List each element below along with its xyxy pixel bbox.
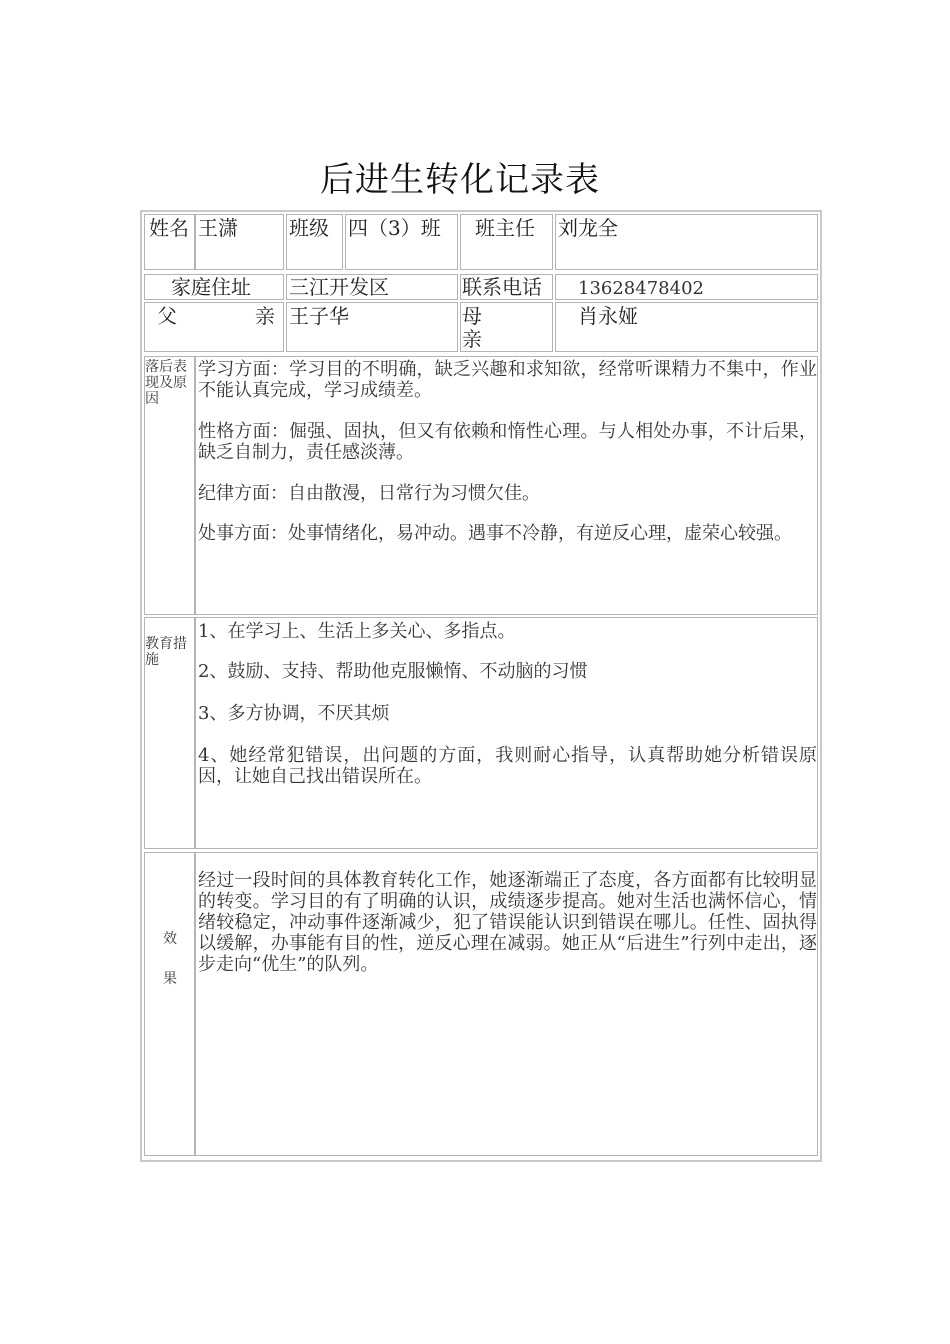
father-label-part2: 亲 — [255, 304, 275, 328]
phone-number: 13628478402 — [578, 278, 704, 299]
name-value-cell — [195, 214, 284, 270]
page-title: 后进生转化记录表 — [320, 160, 600, 200]
mother-label-part1: 母 — [462, 304, 482, 328]
conduct-paragraph: 处事方面：处事情绪化，易冲动。遇事不冷静，有逆反心理，虚荣心较强。 — [198, 523, 792, 544]
mother-value-cell — [555, 302, 818, 352]
address-label-cell — [144, 274, 284, 300]
phone-label-cell — [460, 274, 553, 300]
teacher-label-cell — [460, 214, 553, 270]
measures-label-cell — [144, 617, 195, 849]
father-value-cell — [286, 302, 458, 352]
character-paragraph: 性格方面：倔强、固执，但又有依赖和惰性心理。与人相处办事，不计后果，缺乏自制力，责任感淡薄。 — [198, 421, 817, 463]
measure-item-4: 4、她经常犯错误，出问题的方面，我则耐心指导，认真帮助她分析错误原因，让她自己找出错误所在。 — [198, 745, 817, 787]
study-paragraph: 学习方面：学习目的不明确，缺乏兴趣和求知欲，经常听课精力不集中，作业不能认真完成，学习成绩差。 — [198, 359, 817, 401]
father-label-part1: 父 — [157, 304, 177, 328]
effect-label-part1: 效 — [163, 931, 177, 947]
measure-item-2: 2、鼓励、支持、帮助他克服懒惰、不动脑的习惯 — [198, 661, 588, 682]
mother-name: 肖永娅 — [578, 304, 638, 328]
phone-value-cell — [555, 274, 818, 300]
student-name: 王潇 — [198, 216, 238, 240]
discipline-paragraph: 纪律方面：自由散漫，日常行为习惯欠佳。 — [198, 483, 540, 504]
class-label-cell — [286, 214, 343, 270]
teacher-value-cell — [555, 214, 818, 270]
teacher-label: 班主任 — [475, 216, 535, 240]
measure-item-1: 1、在学习上、生活上多关心、多指点。 — [198, 621, 516, 642]
measures-label: 教育措施 — [145, 636, 187, 668]
name-label: 姓名 — [149, 216, 189, 240]
measure-item-3: 3、多方协调，不厌其烦 — [198, 703, 390, 724]
effect-text: 经过一段时间的具体教育转化工作，她逐渐端正了态度，各方面都有比较明显的转变。学习目的有了明确的认识，成绩逐步提高。她对生活也满怀信心，情绪较稳定，冲动事件逐渐减少，犯了错误能认识到错误在哪儿。任性、固执得以缓解，办事能有目的性，逆反心理在减弱。她正从“后进生”行列中走出，逐步走向“优生”的队列。 — [198, 870, 817, 975]
effect-content-cell — [195, 852, 818, 1156]
father-name: 王子华 — [289, 304, 349, 328]
behind-label: 落后表现及原因 — [145, 359, 187, 407]
home-address: 三江开发区 — [289, 275, 389, 299]
measures-content-cell — [195, 617, 818, 849]
address-label: 家庭住址 — [171, 275, 251, 299]
class-label: 班级 — [289, 216, 329, 240]
class-value: 四（3）班 — [348, 216, 441, 240]
behind-content-cell — [195, 356, 818, 615]
mother-label-part2: 亲 — [462, 327, 482, 351]
name-label-cell — [144, 214, 195, 270]
address-value-cell — [286, 274, 458, 300]
class-value-cell — [345, 214, 458, 270]
father-label-cell — [144, 302, 284, 352]
behind-label-cell — [144, 356, 195, 615]
phone-label: 联系电话 — [462, 275, 542, 299]
mother-label-cell — [460, 302, 553, 352]
teacher-name: 刘龙全 — [558, 216, 618, 240]
effect-label-part2: 果 — [163, 971, 177, 987]
effect-label-cell — [144, 852, 195, 1156]
